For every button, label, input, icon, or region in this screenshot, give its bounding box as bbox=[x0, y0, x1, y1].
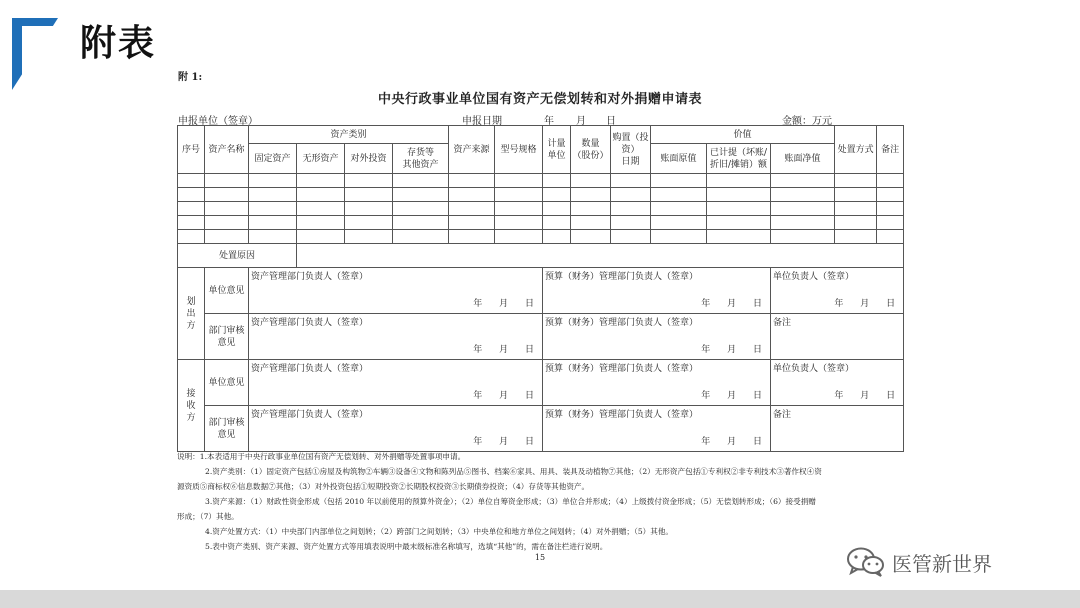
slide-title: 附表 bbox=[80, 23, 157, 64]
header-book-original: 账面原值 bbox=[651, 144, 707, 174]
header-purchase-date: 购置（投资） 日期 bbox=[611, 126, 651, 174]
date-day: 日 bbox=[606, 116, 616, 127]
header-model: 型号规格 bbox=[495, 126, 543, 174]
header-asset-name: 资产名称 bbox=[205, 126, 249, 174]
date-month: 月 bbox=[576, 116, 586, 127]
watermark-text: 医管新世界 bbox=[892, 551, 992, 576]
date-year: 年 bbox=[544, 116, 554, 127]
note-line: 3.资产来源：（1）财政性资金形成（包括 2010 年以前使用的预算外资金）；（2）单位自筹资金形成；（3）单位合并形成；（4）上级拨付资金形成；（5）无偿划转形成；（6）接受捐赠 bbox=[205, 497, 816, 506]
transfer-out-dept-review-label: 部门审核 意见 bbox=[205, 314, 249, 360]
transfer-out-review-budget-dept-signature: 预算（财务）管理部门负责人（签章） 年 月 日 bbox=[543, 314, 771, 360]
transfer-out-review-asset-dept-signature: 资产管理部门负责人（签章） 年 月 日 bbox=[249, 314, 543, 360]
section-receive: 接 收 方 bbox=[178, 360, 205, 452]
receive-unit-opinion-label: 单位意见 bbox=[205, 360, 249, 406]
note-line: 5.表中资产类别、资产来源、资产处置方式等用填表说明中最末级标准名称填写，选填“其他”的，需在备注栏进行说明。 bbox=[205, 542, 608, 551]
document-title: 中央行政事业单位国有资产无偿划转和对外捐赠申请表 bbox=[377, 92, 702, 107]
receive-budget-dept-signature: 预算（财务）管理部门负责人（签章） 年 月 日 bbox=[543, 360, 771, 406]
header-quantity: 数量 （股份） bbox=[571, 126, 611, 174]
receive-review-budget-dept-signature: 预算（财务）管理部门负责人（签章） 年 月 日 bbox=[543, 406, 771, 452]
watermark bbox=[846, 546, 992, 578]
footer-bar bbox=[0, 590, 1080, 608]
transfer-out-unit-head-signature: 单位负责人（签章） 年 月 日 bbox=[771, 268, 904, 314]
header-book-net: 账面净值 bbox=[771, 144, 835, 174]
header-inventory: 存货等 其他资产 bbox=[393, 144, 449, 174]
receive-unit-head-signature: 单位负责人（签章） 年 月 日 bbox=[771, 360, 904, 406]
table-row bbox=[178, 230, 904, 244]
header-value: 价值 bbox=[651, 126, 835, 144]
header-depreciation: 已计提（坏账/ 折旧/摊销）额 bbox=[707, 144, 771, 174]
receive-review-remarks: 备注 bbox=[771, 406, 904, 452]
header-fixed-assets: 固定资产 bbox=[249, 144, 297, 174]
attachment-label: 附 1: bbox=[178, 72, 203, 83]
header-external-investment: 对外投资 bbox=[345, 144, 393, 174]
transfer-out-asset-dept-signature: 资产管理部门负责人（签章） 年 月 日 bbox=[249, 268, 543, 314]
header-disposal-method: 处置方式 bbox=[835, 126, 877, 174]
note-line: 4.资产处置方式：（1）中央部门内部单位之间划转；（2）跨部门之间划转；（3）中央单位和地方单位之间划转；（4）对外捐赠；（5）其他。 bbox=[205, 527, 674, 536]
header-intangible-assets: 无形资产 bbox=[297, 144, 345, 174]
note-line: 说明：1.本表适用于中央行政事业单位国有资产无偿划转、对外捐赠等处置事项申请。 bbox=[177, 452, 466, 461]
receive-asset-dept-signature: 资产管理部门负责人（签章） 年 月 日 bbox=[249, 360, 543, 406]
table-row bbox=[178, 188, 904, 202]
note-line: 2.资产类别：（1）固定资产包括①房屋及构筑物②车辆③设备④文物和陈列品⑤图书、档案⑥家具、用具、装具及动植物⑦其他；（2）无形资产包括①专利权②非专利技术③著作权④资 bbox=[205, 467, 822, 476]
header-seq: 序号 bbox=[178, 126, 205, 174]
form-notes bbox=[177, 449, 895, 554]
table-row bbox=[178, 216, 904, 230]
header-asset-category: 资产类别 bbox=[249, 126, 449, 144]
reporting-unit-label: 申报单位（签章） bbox=[178, 116, 258, 127]
transfer-out-unit-opinion-label: 单位意见 bbox=[205, 268, 249, 314]
receive-review-asset-dept-signature: 资产管理部门负责人（签章） 年 月 日 bbox=[249, 406, 543, 452]
application-form-table bbox=[177, 125, 904, 452]
page-number: 15 bbox=[534, 553, 546, 562]
wechat-icon bbox=[846, 546, 886, 578]
table-row bbox=[178, 202, 904, 216]
section-transfer-out: 划 出 方 bbox=[178, 268, 205, 360]
disposal-reason-label: 处置原因 bbox=[178, 244, 297, 268]
transfer-out-review-remarks: 备注 bbox=[771, 314, 904, 360]
header-asset-source: 资产来源 bbox=[449, 126, 495, 174]
disposal-reason-field bbox=[297, 244, 904, 268]
reporting-date-label: 申报日期 bbox=[462, 116, 502, 127]
header-unit: 计量 单位 bbox=[543, 126, 571, 174]
amount-unit-label: 金额：万元 bbox=[782, 116, 832, 127]
note-line: 源资质⑤商标权⑥信息数据⑦其他；（3）对外投资包括①短期投资②长期股权投资③长期债券投资；（4）存货等其他资产。 bbox=[177, 482, 590, 491]
slide-logo-triangle-icon bbox=[12, 18, 58, 90]
note-line: 形成；（7）其他。 bbox=[177, 512, 239, 521]
table-row bbox=[178, 174, 904, 188]
header-remarks: 备注 bbox=[877, 126, 904, 174]
transfer-out-budget-dept-signature: 预算（财务）管理部门负责人（签章） 年 月 日 bbox=[543, 268, 771, 314]
receive-dept-review-label: 部门审核 意见 bbox=[205, 406, 249, 452]
